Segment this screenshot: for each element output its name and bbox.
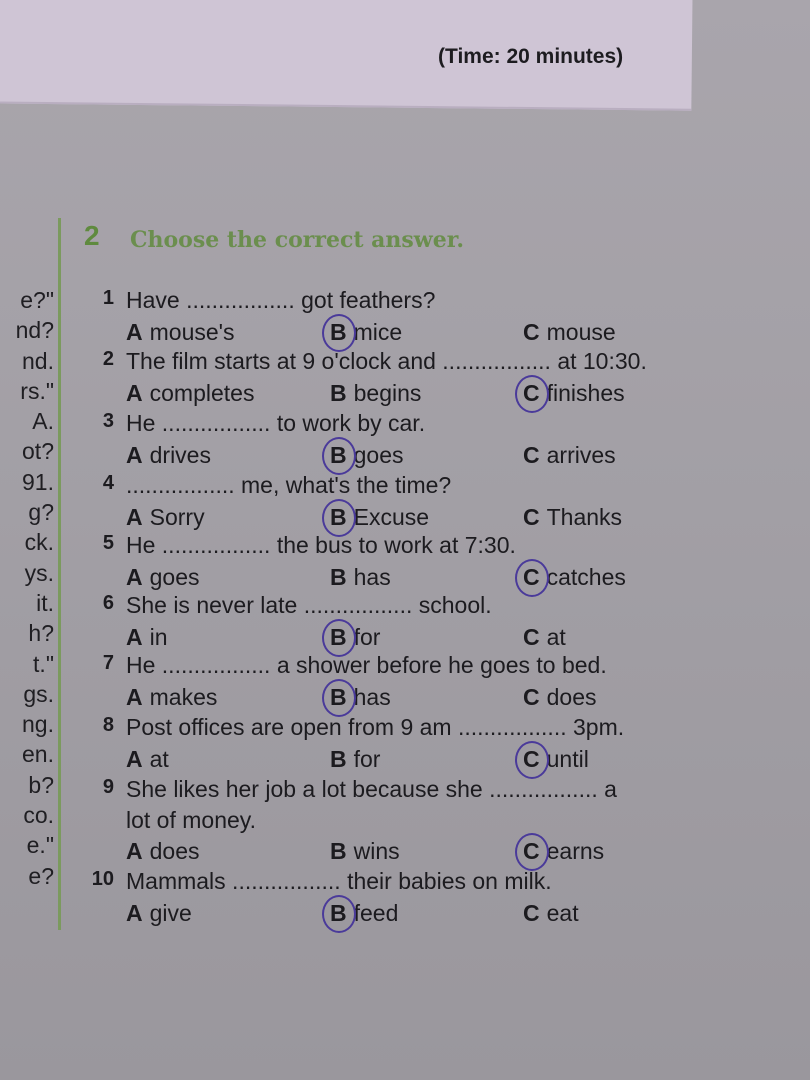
option-c[interactable] xyxy=(523,504,622,531)
question-number: 7 xyxy=(102,652,114,674)
question-number: 10 xyxy=(91,868,114,890)
question-text: She likes her job a lot because she ................. a xyxy=(126,776,617,802)
option-letter: A xyxy=(126,900,143,926)
margin-fragment: e." xyxy=(26,832,54,859)
option-letter: B xyxy=(330,838,347,864)
option-letter: C xyxy=(523,319,540,345)
answer-circle-mark xyxy=(322,679,356,717)
option-a[interactable] xyxy=(126,442,211,469)
question-number: 6 xyxy=(102,592,114,614)
margin-fragment: co. xyxy=(23,802,54,829)
option-text: does xyxy=(546,684,597,710)
option-b[interactable] xyxy=(330,684,391,711)
margin-fragment: ot? xyxy=(22,438,54,465)
option-letter: C xyxy=(523,564,540,590)
option-text: has xyxy=(353,564,391,590)
option-b[interactable] xyxy=(330,380,421,407)
option-letter: B xyxy=(330,442,347,468)
option-b[interactable] xyxy=(330,746,380,773)
option-letter: B xyxy=(330,624,347,650)
option-c[interactable] xyxy=(523,838,604,865)
margin-fragment: rs." xyxy=(20,377,54,404)
option-text: Excuse xyxy=(353,504,430,530)
margin-fragment: g? xyxy=(28,499,54,526)
question-text: Have ................. got feathers? xyxy=(126,287,436,313)
option-letter: A xyxy=(126,746,143,772)
option-letter: C xyxy=(523,900,540,926)
option-text: mouse xyxy=(546,319,616,345)
option-letter: B xyxy=(330,684,347,710)
margin-fragment: b? xyxy=(28,771,54,798)
option-a[interactable] xyxy=(126,746,169,773)
margin-fragment: A. xyxy=(32,408,54,435)
option-a[interactable] xyxy=(126,380,254,407)
option-b[interactable] xyxy=(330,564,391,591)
answer-circle-mark xyxy=(515,741,549,779)
margin-fragment: nd. xyxy=(22,347,54,374)
option-letter: C xyxy=(523,624,540,650)
option-c[interactable] xyxy=(523,900,579,927)
option-c[interactable] xyxy=(523,564,626,591)
option-c[interactable] xyxy=(523,380,625,407)
margin-rule xyxy=(58,218,61,930)
answer-circle-mark xyxy=(515,833,549,871)
option-text: has xyxy=(353,684,391,710)
question-text-continued: lot of money. xyxy=(126,807,256,833)
option-a[interactable] xyxy=(126,564,200,591)
question-text: He ................. to work by car. xyxy=(126,410,426,436)
option-text: at xyxy=(149,746,169,772)
section-number: 2 xyxy=(84,220,100,251)
question-number: 4 xyxy=(102,472,114,494)
option-letter: C xyxy=(523,504,540,530)
option-b[interactable] xyxy=(330,624,380,651)
option-b[interactable] xyxy=(330,838,400,865)
option-c[interactable] xyxy=(523,746,589,773)
option-a[interactable] xyxy=(126,504,205,531)
option-text: wins xyxy=(353,838,400,864)
option-c[interactable] xyxy=(523,319,616,346)
option-letter: A xyxy=(126,684,143,710)
option-letter: B xyxy=(330,380,347,406)
option-b[interactable] xyxy=(330,900,398,927)
answer-circle-mark xyxy=(322,437,356,475)
option-a[interactable] xyxy=(126,319,235,346)
option-text: eat xyxy=(546,900,579,926)
option-b[interactable] xyxy=(330,319,402,346)
option-letter: B xyxy=(330,564,347,590)
question-text: She is never late ................. school. xyxy=(126,592,492,618)
option-letter: C xyxy=(523,838,540,864)
question-number: 8 xyxy=(102,714,114,736)
margin-fragment: 91. xyxy=(22,468,54,495)
margin-fragment: h? xyxy=(28,620,54,647)
margin-fragment: nd? xyxy=(15,317,54,344)
option-a[interactable] xyxy=(126,624,168,651)
option-letter: B xyxy=(330,900,347,926)
option-letter: B xyxy=(330,504,347,530)
margin-fragment: ck. xyxy=(24,529,54,556)
option-text: mouse's xyxy=(149,319,235,345)
option-letter: A xyxy=(126,564,143,590)
option-text: at xyxy=(546,624,566,650)
question-text: Post offices are open from 9 am ................. 3pm. xyxy=(126,714,625,740)
margin-fragment: t." xyxy=(33,650,54,677)
option-b[interactable] xyxy=(330,504,429,531)
option-text: until xyxy=(546,746,589,772)
margin-fragment: ys. xyxy=(24,559,54,586)
question-text: ................. me, what's the time? xyxy=(126,472,452,498)
answer-circle-mark xyxy=(322,895,356,933)
question-number: 9 xyxy=(102,776,114,798)
margin-fragment: it. xyxy=(36,589,54,616)
option-letter: B xyxy=(330,319,347,345)
option-text: arrives xyxy=(546,442,616,468)
option-text: completes xyxy=(149,380,255,406)
option-a[interactable] xyxy=(126,838,200,865)
option-text: drives xyxy=(149,442,211,468)
option-text: for xyxy=(353,624,381,650)
option-letter: C xyxy=(523,746,540,772)
option-letter: C xyxy=(523,380,540,406)
question-text: Mammals ................. their babies on milk. xyxy=(126,868,552,894)
option-letter: C xyxy=(523,442,540,468)
option-c[interactable] xyxy=(523,624,566,651)
option-text: earns xyxy=(546,838,605,864)
question-text: He ................. a shower before he goes to bed. xyxy=(126,652,607,678)
option-text: does xyxy=(149,838,200,864)
option-c[interactable] xyxy=(523,442,616,469)
option-letter: B xyxy=(330,746,347,772)
question-number: 3 xyxy=(102,410,114,432)
margin-fragment: e? xyxy=(28,862,54,889)
question-text: The film starts at 9 o'clock and ................. at 10:30. xyxy=(126,348,647,374)
time-note: (Time: 20 minutes) xyxy=(438,45,624,68)
section-title: Choose the correct answer. xyxy=(130,227,464,253)
option-text: give xyxy=(149,900,192,926)
question-text: He ................. the bus to work at 7:30. xyxy=(126,532,516,558)
option-text: catches xyxy=(546,564,626,590)
margin-fragment: gs. xyxy=(23,680,54,707)
option-text: mice xyxy=(353,319,403,345)
option-text: in xyxy=(149,624,168,650)
answer-circle-mark xyxy=(515,375,549,413)
option-b[interactable] xyxy=(330,442,404,469)
option-letter: A xyxy=(126,442,143,468)
option-text: begins xyxy=(353,380,422,406)
option-text: goes xyxy=(353,442,404,468)
question-number: 1 xyxy=(102,287,114,309)
margin-fragment: e?" xyxy=(20,287,54,313)
answer-circle-mark xyxy=(515,559,549,597)
option-text: feed xyxy=(353,900,399,926)
option-letter: A xyxy=(126,838,143,864)
question-number: 2 xyxy=(102,348,114,370)
option-text: finishes xyxy=(546,380,625,406)
option-letter: C xyxy=(523,684,540,710)
answer-circle-mark xyxy=(322,314,356,352)
left-margin-fragments xyxy=(0,285,54,891)
option-text: for xyxy=(353,746,381,772)
option-letter: A xyxy=(126,319,143,345)
option-text: Thanks xyxy=(546,504,623,530)
option-letter: A xyxy=(126,624,143,650)
option-text: makes xyxy=(149,684,218,710)
option-letter: A xyxy=(126,380,143,406)
margin-fragment: en. xyxy=(22,741,54,768)
option-text: Sorry xyxy=(149,504,205,530)
option-a[interactable] xyxy=(126,684,217,711)
option-letter: A xyxy=(126,504,143,530)
margin-fragment: ng. xyxy=(22,711,54,738)
question-number: 5 xyxy=(102,532,114,554)
option-a[interactable] xyxy=(126,900,192,927)
option-text: goes xyxy=(149,564,200,590)
option-c[interactable] xyxy=(523,684,597,711)
